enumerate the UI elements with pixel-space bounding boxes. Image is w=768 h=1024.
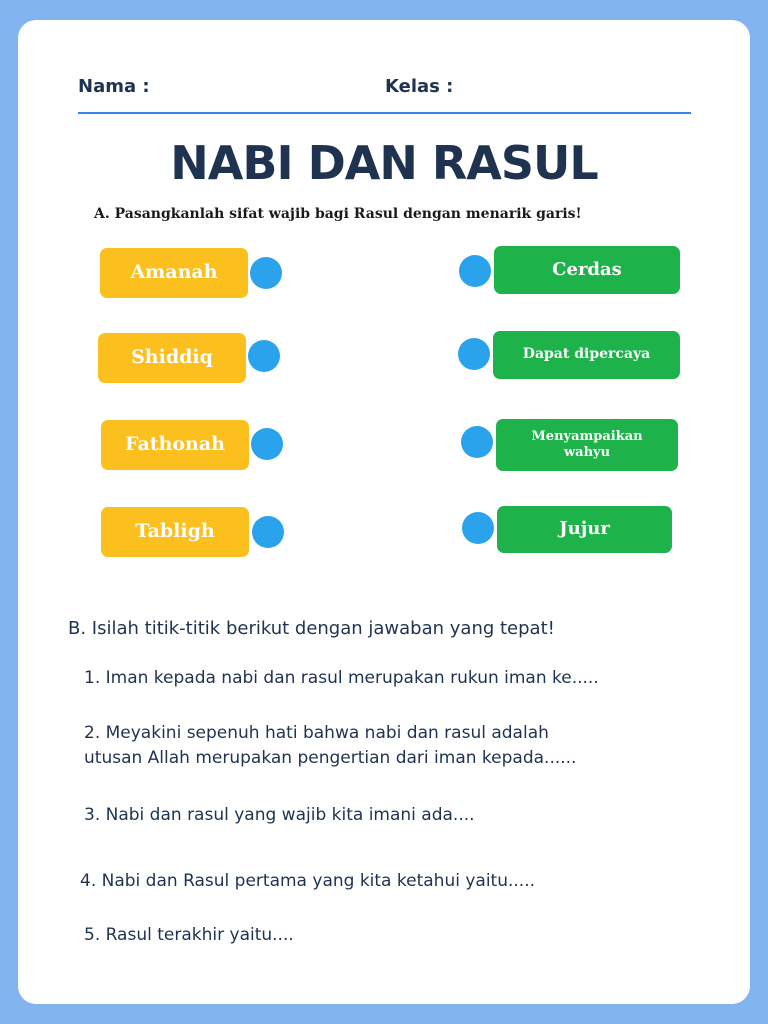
left-connector-dot-3[interactable] <box>251 428 283 460</box>
question-5: 5. Rasul terakhir yaitu.... <box>84 925 294 945</box>
left-connector-dot-1[interactable] <box>250 257 282 289</box>
right-connector-dot-4[interactable] <box>462 512 494 544</box>
section-a-instruction: A. Pasangkanlah sifat wajib bagi Rasul dengan menarik garis! <box>94 206 582 222</box>
question-2: 2. Meyakini sepenuh hati bahwa nabi dan rasul adalah utusan Allah merupakan pengertian dari iman kepada...... <box>84 723 577 768</box>
right-item-menyampaikan-wahyu: Menyampaikan wahyu <box>496 419 678 471</box>
right-connector-dot-3[interactable] <box>461 426 493 458</box>
class-label: Kelas : <box>385 76 454 97</box>
question-4: 4. Nabi dan Rasul pertama yang kita ketahui yaitu..... <box>80 871 535 891</box>
header-underline <box>78 112 691 114</box>
right-connector-dot-2[interactable] <box>458 338 490 370</box>
right-connector-dot-1[interactable] <box>459 255 491 287</box>
right-item-cerdas: Cerdas <box>494 246 680 294</box>
left-item-shiddiq: Shiddiq <box>98 333 246 383</box>
right-item-dapat-dipercaya: Dapat dipercaya <box>493 331 680 379</box>
left-connector-dot-4[interactable] <box>252 516 284 548</box>
page-title: NABI DAN RASUL <box>170 136 598 190</box>
left-connector-dot-2[interactable] <box>248 340 280 372</box>
section-b-instruction: B. Isilah titik-titik berikut dengan jawaban yang tepat! <box>68 618 555 639</box>
question-1: 1. Iman kepada nabi dan rasul merupakan rukun iman ke..... <box>84 668 599 688</box>
left-item-tabligh: Tabligh <box>101 507 249 557</box>
left-item-fathonah: Fathonah <box>101 420 249 470</box>
name-label: Nama : <box>78 76 150 97</box>
right-item-jujur: Jujur <box>497 506 672 553</box>
question-3: 3. Nabi dan rasul yang wajib kita imani ada.... <box>84 805 475 825</box>
left-item-amanah: Amanah <box>100 248 248 298</box>
